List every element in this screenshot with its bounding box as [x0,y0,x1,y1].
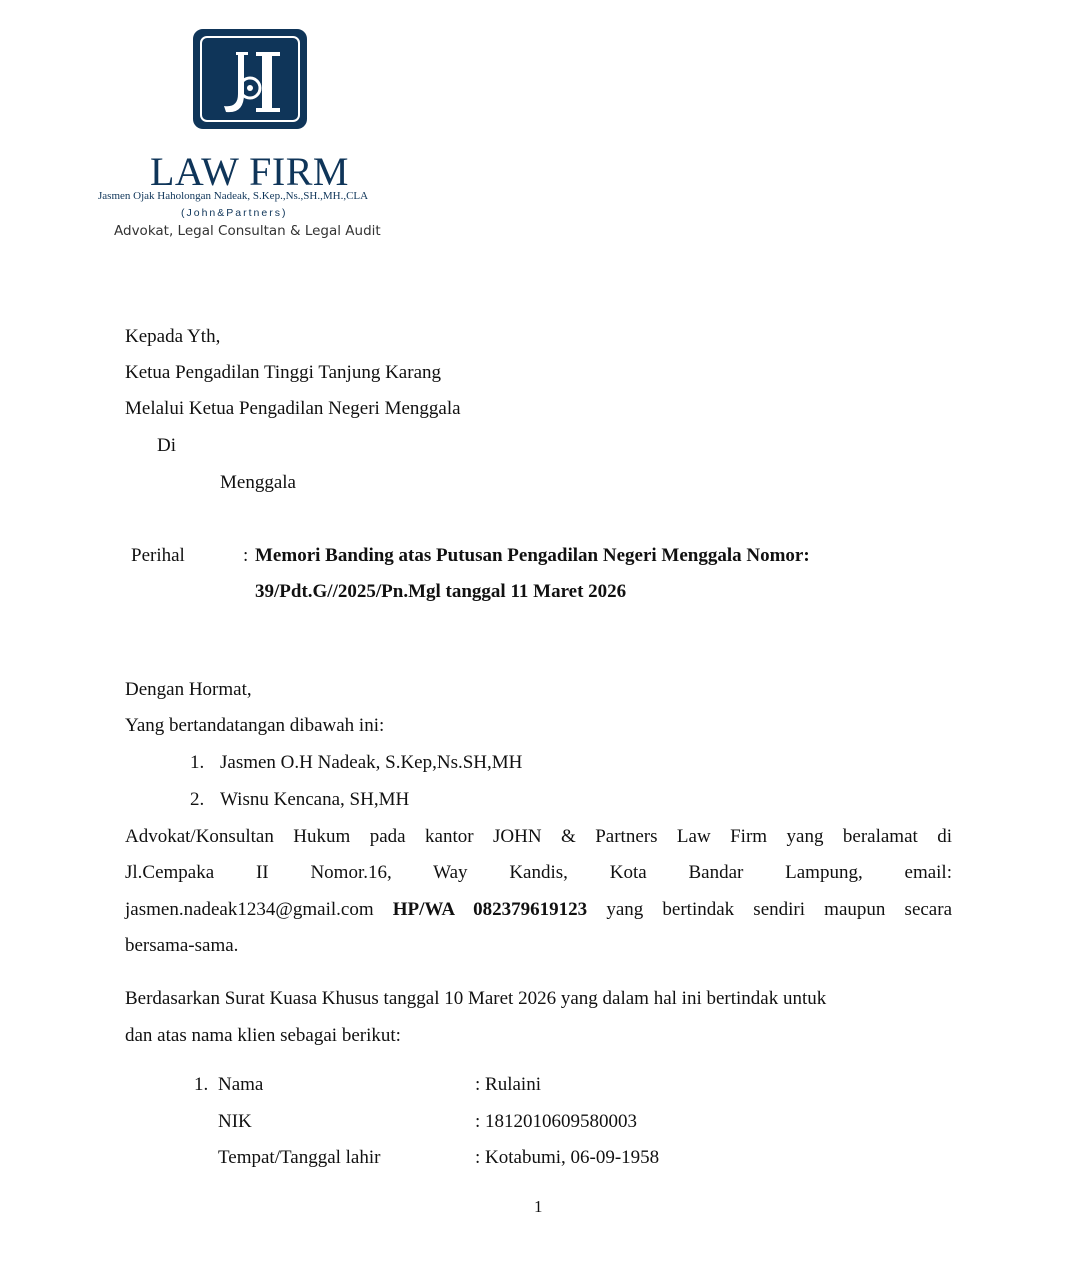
intro-line: Yang bertandatangan dibawah ini: [125,715,385,736]
subject-line-2: 39/Pdt.G//2025/Pn.Mgl tanggal 11 Maret 2026 [255,581,627,602]
partners-tag: (John&Partners) [181,207,288,219]
paragraph-1-line-3 [125,899,952,921]
monogram-icon [196,32,304,126]
addressee-recipient: Ketua Pengadilan Tinggi Tanjung Karang [125,362,442,383]
page-number: 1 [534,1197,543,1216]
subject-label: Perihal [131,545,185,566]
signatory-name: Jasmen O.H Nadeak, S.Kep,Ns.SH,MH [220,752,523,773]
firm-title: LAW FIRM [150,149,349,194]
email-text: jasmen.nadeak1234@gmail.com [125,899,374,920]
phone-text: HP/WA 082379619123 [392,899,588,920]
client-field-label: Tempat/Tanggal lahir [218,1147,381,1168]
addressee-salutation: Kepada Yth, [125,326,221,347]
paragraph-1-line-2: Jl.Cempaka II Nomor.16, Way Kandis, Kota Bandar Lampung, email: [125,862,952,883]
signatory-name: Wisnu Kencana, SH,MH [220,789,410,810]
firm-logo [193,29,307,129]
firm-tagline: Advokat, Legal Consultan & Legal Audit [114,223,381,239]
client-field-value: : 1812010609580003 [475,1111,638,1132]
client-field-value: : Rulaini [475,1074,541,1095]
client-field-value: : Kotabumi, 06-09-1958 [475,1147,660,1168]
paragraph-1-line-1: Advokat/Konsultan Hukum pada kantor JOHN & Partners Law Firm yang beralamat di [125,826,952,847]
paragraph-2-line-2: dan atas nama klien sebagai berikut: [125,1025,401,1046]
subject-colon: : [243,545,249,566]
subject-line-1: Memori Banding atas Putusan Pengadilan Negeri Menggala Nomor: [255,545,810,566]
addressee-city: Menggala [220,472,296,493]
addressee-di: Di [157,435,176,456]
paragraph-1-line-4: bersama-sama. [125,935,239,956]
greeting: Dengan Hormat, [125,679,252,700]
client-number: 1. [194,1074,209,1095]
client-field-label: Nama [218,1074,264,1095]
client-field-label: NIK [218,1111,252,1132]
paragraph-1-line-3-rest: yang bertindak sendiri maupun secara [606,899,952,920]
lawyer-full-name: Jasmen Ojak Haholongan Nadeak, S.Kep.,Ns.,SH.,MH.,CLA [98,190,369,202]
paragraph-2-line-1: Berdasarkan Surat Kuasa Khusus tanggal 10 Maret 2026 yang dalam hal ini bertindak untuk [125,988,827,1009]
signatory-number: 1. [190,752,205,773]
signatory-number: 2. [190,789,205,810]
addressee-via: Melalui Ketua Pengadilan Negeri Menggala [125,398,461,419]
